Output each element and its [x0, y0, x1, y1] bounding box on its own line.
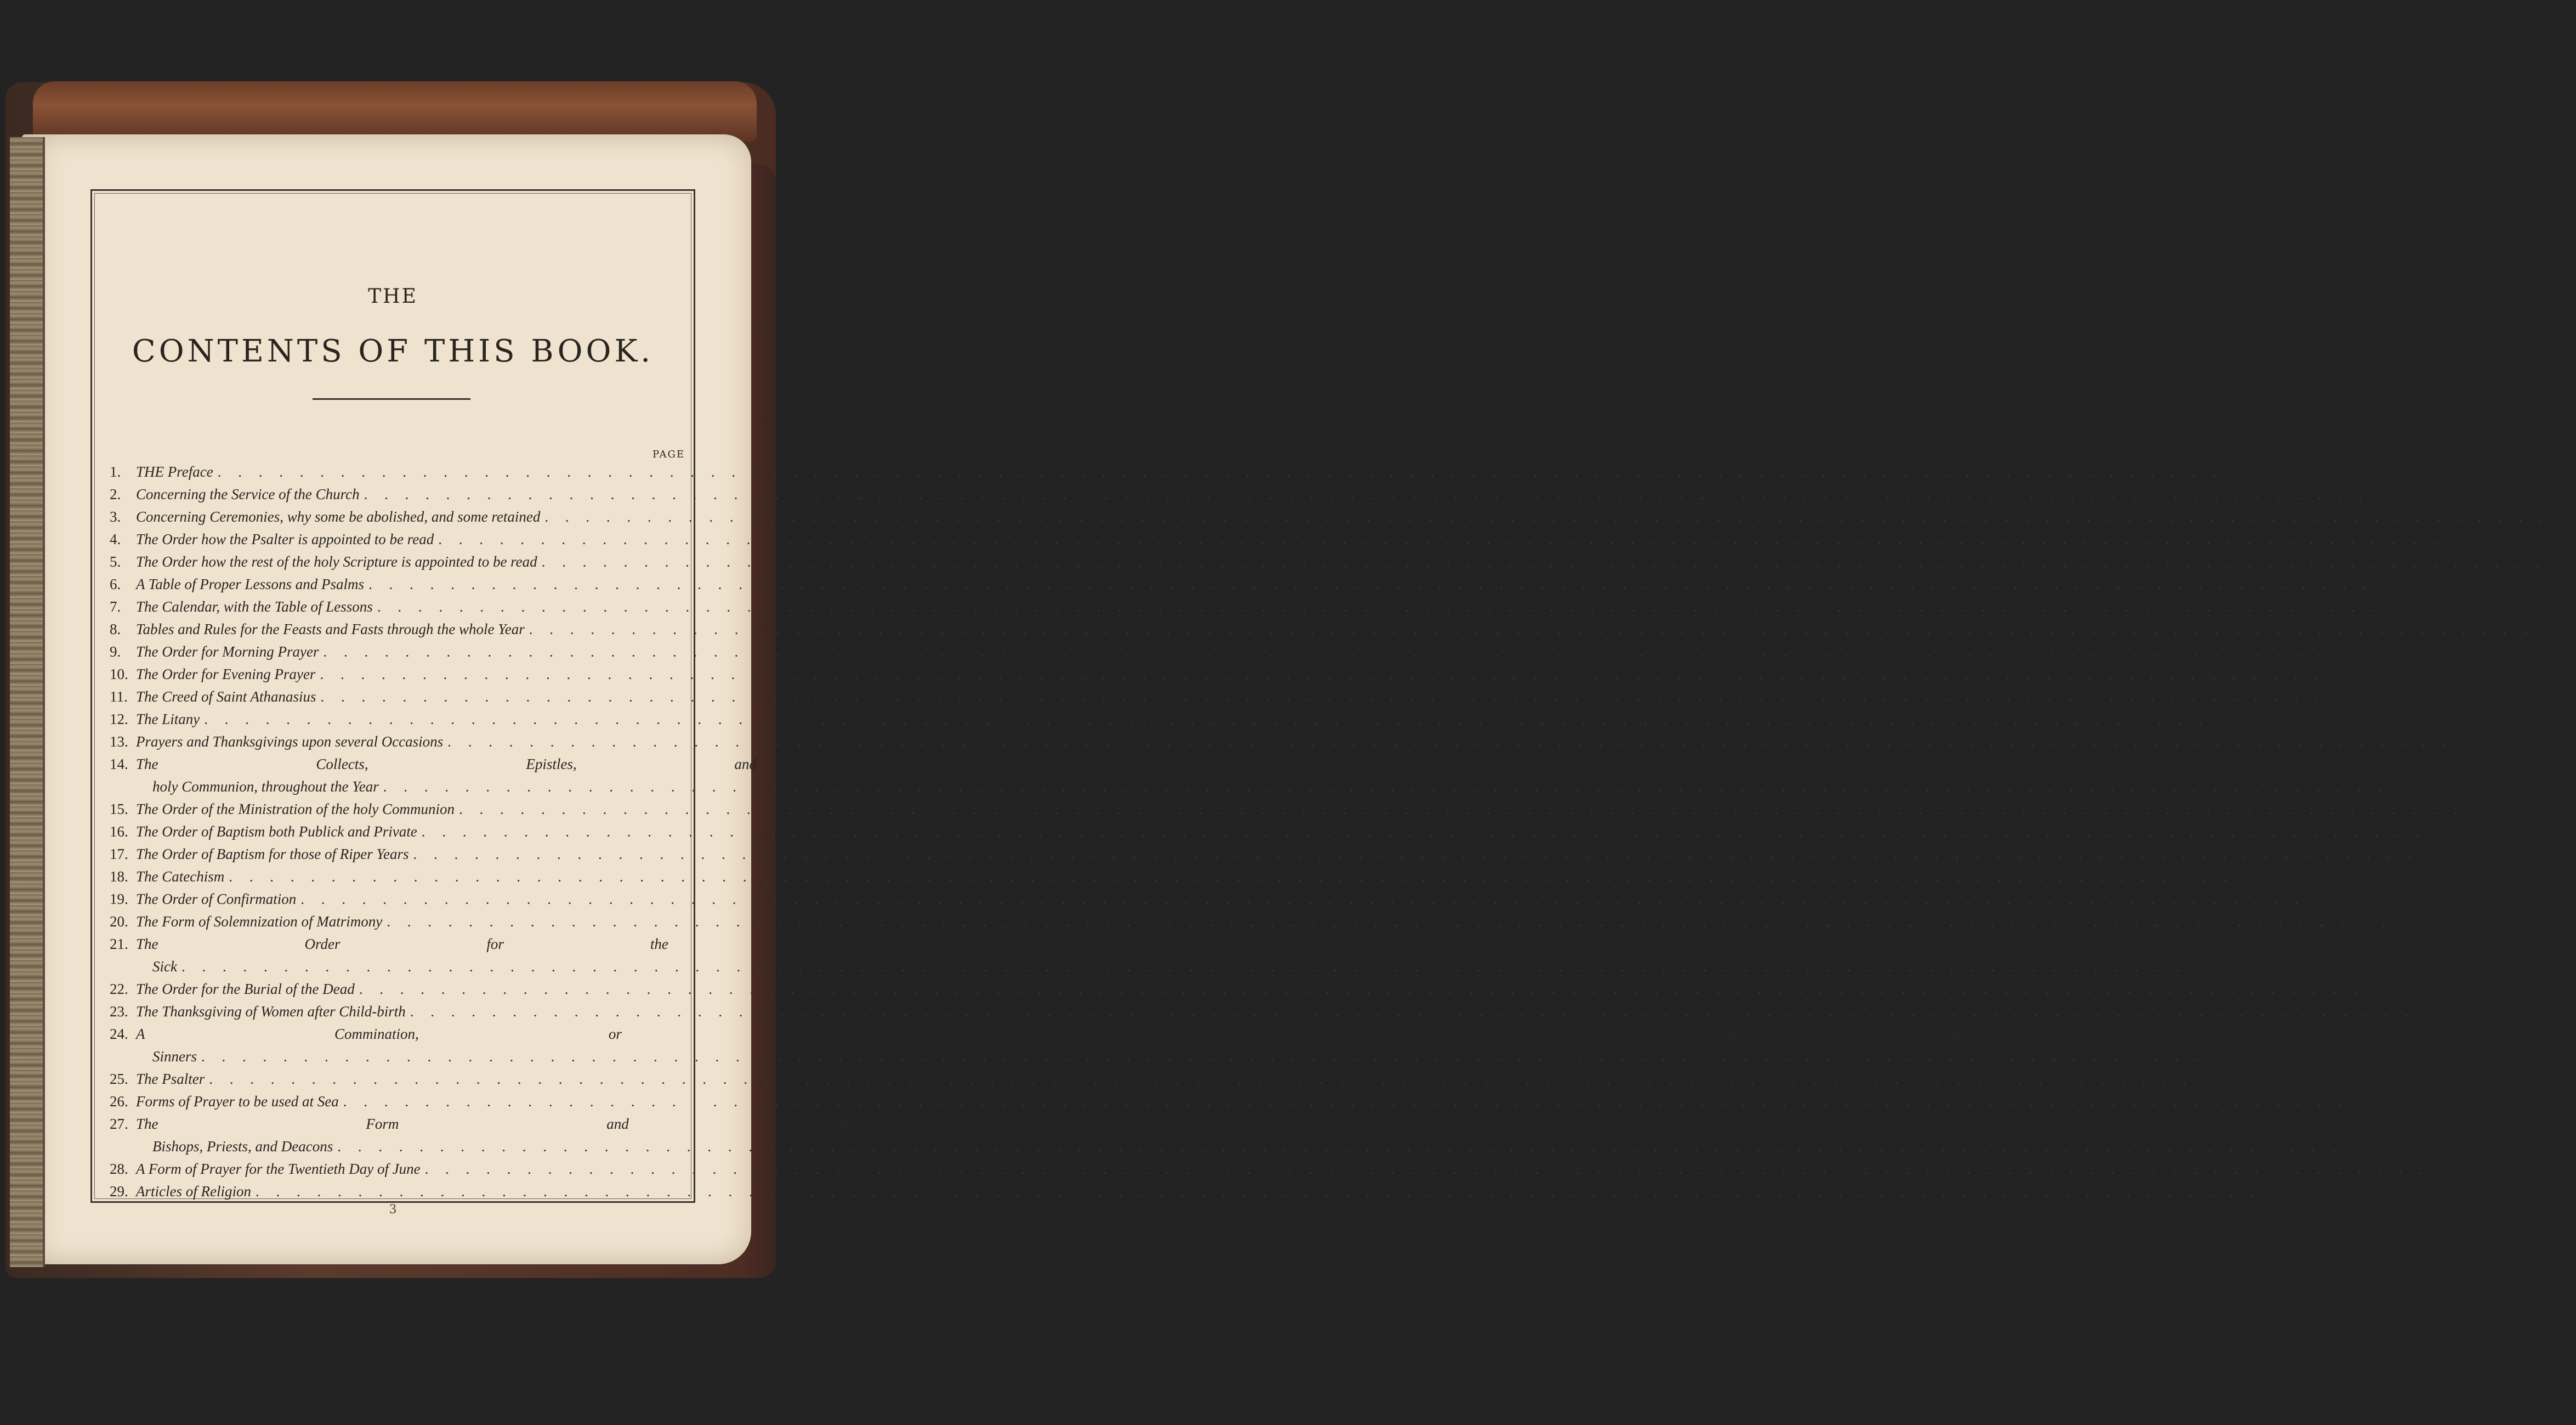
leader-dots	[544, 506, 2549, 528]
entry-page: 33	[2339, 643, 2354, 660]
entry-page: 282, 287	[2430, 823, 2483, 840]
contents-frame	[90, 189, 2576, 1217]
entry-page: 5	[2387, 486, 2395, 502]
entry-number: 7.	[110, 598, 121, 615]
entry-title: The Creed of Saint Athanasius	[136, 688, 316, 705]
entry-title: Concerning Ceremonies, why some be abolished, and some retained	[136, 508, 541, 525]
page-column-header: PAGE	[652, 449, 685, 460]
entry-title: The Calendar, with the Table of Lessons	[136, 598, 373, 615]
entry-page: 296	[2238, 868, 2260, 885]
toc-entry	[110, 753, 2415, 798]
entry-number: 21.	[110, 936, 128, 952]
entry-page: 70	[2464, 733, 2479, 750]
entry-page: 328	[2218, 1071, 2240, 1087]
toc-entry	[110, 821, 2483, 843]
entry-number: 25.	[110, 1071, 128, 1087]
entry-page: 62	[2220, 711, 2235, 727]
leader-dots	[364, 483, 2369, 506]
entry-title: The Psalter	[136, 1071, 205, 1087]
entry-page: 564	[2265, 1183, 2287, 1200]
entry-title-continued: Bishops, Priests, and Deacons	[152, 1138, 333, 1155]
entry-page: 13	[2393, 598, 2409, 615]
leader-dots	[218, 461, 2222, 483]
entry-title: Articles of Religion	[136, 1183, 251, 1200]
entry-page: 291	[2422, 846, 2445, 862]
cover-top-edge	[33, 81, 757, 142]
entry-title-continued: Sinners	[152, 1048, 197, 1065]
toc-entry	[110, 596, 2409, 618]
heading-pre: THE	[368, 285, 418, 308]
entry-number: 22.	[110, 981, 128, 997]
entry-page: 8	[2565, 553, 2573, 570]
entry-number: 15.	[110, 801, 128, 817]
entry-title-continued: Sick	[152, 958, 177, 975]
entry-number: 29.	[110, 1183, 128, 1200]
toc-entry	[110, 978, 2391, 1000]
entry-number: 16.	[110, 823, 128, 840]
entry-title: Forms of Prayer to be used at Sea	[136, 1093, 339, 1110]
entry-page: 519	[2352, 1093, 2375, 1110]
entry-title: The Form and Manner of Making, Ordaining, and Consecrating of	[136, 1116, 2369, 1132]
entry-number: 13.	[110, 733, 128, 750]
entry-number: 11.	[110, 688, 128, 705]
entry-page: 316	[2368, 981, 2391, 997]
leader-dots	[459, 798, 2464, 821]
entry-title: The Collects, Epistles, and Gospels, to be used at the Ministration of the	[136, 756, 2415, 772]
entry-page: 4	[2241, 463, 2249, 480]
entry-page: 25	[2545, 621, 2561, 637]
entry-number: 26.	[110, 1093, 128, 1110]
toc-entry	[110, 506, 2576, 528]
toc-entry	[110, 798, 2490, 821]
toc-entry	[110, 573, 2429, 596]
entry-number: 1.	[110, 463, 121, 480]
entry-number: 23.	[110, 1003, 128, 1020]
toc-entry	[110, 618, 2561, 641]
toc-entry	[110, 1113, 2369, 1158]
entry-number: 12.	[110, 711, 128, 727]
toc-entry	[110, 686, 2352, 708]
toc-entry	[110, 1090, 2375, 1113]
entry-page: 59	[2336, 688, 2352, 705]
entry-title: The Litany	[136, 711, 200, 727]
leader-dots	[529, 618, 2534, 641]
entry-title-continued: holy Communion, throughout the Year	[152, 778, 379, 795]
leader-dots	[447, 731, 2452, 753]
page-gutter-stitching	[10, 137, 45, 1267]
entry-number: 14.	[110, 756, 128, 772]
entry-number: 24.	[110, 1026, 128, 1042]
leader-dots	[343, 1090, 2348, 1113]
leader-dots	[323, 641, 2328, 663]
toc-entry	[110, 461, 2249, 483]
toc-entry	[110, 1023, 2233, 1068]
toc-entry	[110, 551, 2573, 573]
toc-entry	[110, 1068, 2240, 1090]
entry-title: The Form of Solemnization of Matrimony	[136, 913, 383, 930]
toc-entry	[110, 663, 2351, 686]
entry-number: 2.	[110, 486, 121, 502]
toc-entry	[110, 888, 2333, 911]
entry-number: 19.	[110, 891, 128, 907]
title-rule	[313, 398, 470, 400]
toc-entry	[110, 843, 2445, 866]
leader-dots	[300, 888, 2305, 911]
entry-number: 10.	[110, 666, 128, 682]
toc-entry	[110, 933, 2243, 978]
entry-page: 323	[2210, 1048, 2233, 1065]
entry-page: 553	[2433, 1161, 2456, 1177]
entry-title: The Order for the Visitation of the Sick, and the Communion of the	[136, 936, 2243, 952]
entry-number: 8.	[110, 621, 121, 637]
toc-entry	[110, 483, 2395, 506]
entry-title: THE Preface	[136, 463, 213, 480]
entry-page: 48	[2336, 666, 2351, 682]
entry-title: A Table of Proper Lessons and Psalms	[136, 576, 365, 592]
entry-page: 528	[2346, 1138, 2369, 1155]
entry-number: 20.	[110, 913, 128, 930]
entry-number: 6.	[110, 576, 121, 592]
entry-number: 28.	[110, 1161, 128, 1177]
leader-dots	[413, 843, 2418, 866]
leader-dots	[368, 573, 2373, 596]
entry-title: The Thanksgiving of Women after Child-birth	[136, 1003, 406, 1020]
entry-title: The Order how the rest of the holy Scripture is appointed to be read	[136, 553, 537, 570]
entry-title: Concerning the Service of the Church	[136, 486, 360, 502]
entry-number: 27.	[110, 1116, 128, 1132]
entry-page: 301	[2310, 891, 2333, 907]
leader-dots	[209, 1068, 2214, 1090]
leader-dots	[321, 686, 2325, 708]
entry-title: The Order of Baptism both Publick and Private	[136, 823, 417, 840]
entry-number: 4.	[110, 531, 121, 547]
entry-title: The Order how the Psalter is appointed to be read	[136, 531, 434, 547]
entry-title: The Order for the Burial of the Dead	[136, 981, 355, 997]
toc-entry	[110, 1158, 2456, 1180]
entry-page: 6	[2568, 508, 2576, 525]
leader-dots	[422, 821, 2426, 843]
entry-title: A Form of Prayer for the Twentieth Day of June	[136, 1161, 421, 1177]
entry-page: 9, 11, 12	[2378, 576, 2429, 592]
toc-entry	[110, 1000, 2442, 1023]
entry-title: Tables and Rules for the Feasts and Fasts through the whole Year	[136, 621, 525, 637]
leader-dots	[542, 551, 2546, 573]
toc-entry	[110, 528, 2470, 551]
entry-title: The Order of the Ministration of the holy Communion	[136, 801, 455, 817]
entry-page: 256	[2468, 801, 2490, 817]
leader-dots	[383, 776, 2388, 798]
entry-title: The Order of Confirmation	[136, 891, 297, 907]
entry-page: 321	[2419, 1003, 2442, 1020]
leader-dots	[410, 1000, 2415, 1023]
entry-page: 309, 315	[2191, 958, 2243, 975]
leader-dots	[425, 1158, 2430, 1180]
entry-title: The Order for Morning Prayer	[136, 643, 319, 660]
entry-title: The Order of Baptism for those of Riper Years	[136, 846, 409, 862]
toc-entry	[110, 1180, 2287, 1203]
toc-entry	[110, 911, 2418, 933]
contents-list	[110, 461, 2576, 1203]
leader-dots	[204, 708, 2209, 731]
folio-number: 3	[389, 1203, 397, 1217]
entry-number: 3.	[110, 508, 121, 525]
leader-dots	[387, 911, 2391, 933]
leader-dots	[229, 866, 2233, 888]
toc-entry	[110, 731, 2479, 753]
entry-number: 18.	[110, 868, 128, 885]
toc-entry	[110, 866, 2260, 888]
leader-dots	[438, 528, 2443, 551]
entry-title: The Catechism	[136, 868, 225, 885]
entry-title: The Order for Evening Prayer	[136, 666, 316, 682]
entry-page: 79	[2399, 778, 2415, 795]
toc-entry	[110, 641, 2354, 663]
entry-number: 17.	[110, 846, 128, 862]
leader-dots	[256, 1180, 2260, 1203]
leader-dots	[377, 596, 2382, 618]
entry-number: 9.	[110, 643, 121, 660]
leader-dots	[201, 1045, 2206, 1068]
page-title: CONTENTS OF THIS BOOK.	[132, 333, 654, 369]
entry-page: 303	[2396, 913, 2418, 930]
leader-dots	[337, 1135, 2342, 1158]
leader-dots	[181, 955, 2186, 978]
entry-title: A Commination, or denouncing of God's anger and judgements against	[136, 1026, 2233, 1042]
toc-entry	[110, 708, 2235, 731]
entry-number: 5.	[110, 553, 121, 570]
leader-dots	[320, 663, 2324, 686]
leader-dots	[359, 978, 2364, 1000]
entry-page: 7	[2461, 531, 2470, 547]
entry-title: Prayers and Thanksgivings upon several Occasions	[136, 733, 444, 750]
